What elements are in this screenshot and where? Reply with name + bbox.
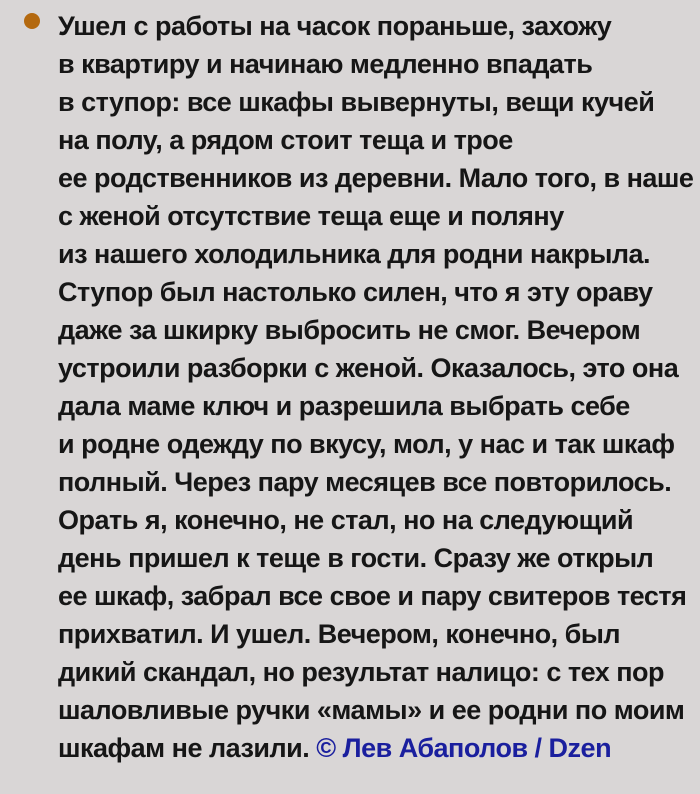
story-line: с женой отсутствие теща еще и поляну: [58, 201, 564, 231]
story-line: день пришел к теще в гости. Сразу же открыл: [58, 543, 654, 573]
story-last-line-text: шкафам не лазили.: [58, 733, 317, 763]
story-line: в ступор: все шкафы вывернуты, вещи кучей: [58, 87, 655, 117]
story-line: Ступор был настолько силен, что я эту ораву: [58, 277, 653, 307]
story-line: даже за шкирку выбросить не смог. Вечером: [58, 315, 641, 345]
story-line: на полу, а рядом стоит теща и трое: [58, 125, 513, 155]
story-line: и родне одежду по вкусу, мол, у нас и так шкаф: [58, 429, 675, 459]
story-line: полный. Через пару месяцев все повторилось.: [58, 467, 672, 497]
story-line: ее родственников из деревни. Мало того, в наше: [58, 163, 694, 193]
story-last-line: [58, 729, 698, 767]
attribution-link[interactable]: © Лев Абаполов / Dzen: [316, 733, 612, 763]
story-line: в квартиру и начинаю медленно впадать: [58, 49, 593, 79]
story-line: дикий скандал, но результат налицо: с тех пор: [58, 657, 665, 687]
story-line: ее шкаф, забрал все свое и пару свитеров тестя: [58, 581, 687, 611]
story-text: [58, 7, 698, 767]
story-line: дала маме ключ и разрешила выбрать себе: [58, 391, 630, 421]
story-line: прихватил. И ушел. Вечером, конечно, был: [58, 619, 621, 649]
story-line: Ушел с работы на часок пораньше, захожу: [58, 11, 612, 41]
story-line: шаловливые ручки «мамы» и ее родни по моим: [58, 695, 685, 725]
story-line: Орать я, конечно, не стал, но на следующий: [58, 505, 634, 535]
bullet-icon: [24, 13, 40, 29]
story-line: из нашего холодильника для родни накрыла.: [58, 239, 651, 269]
story-line: устроили разборки с женой. Оказалось, это она: [58, 353, 679, 383]
